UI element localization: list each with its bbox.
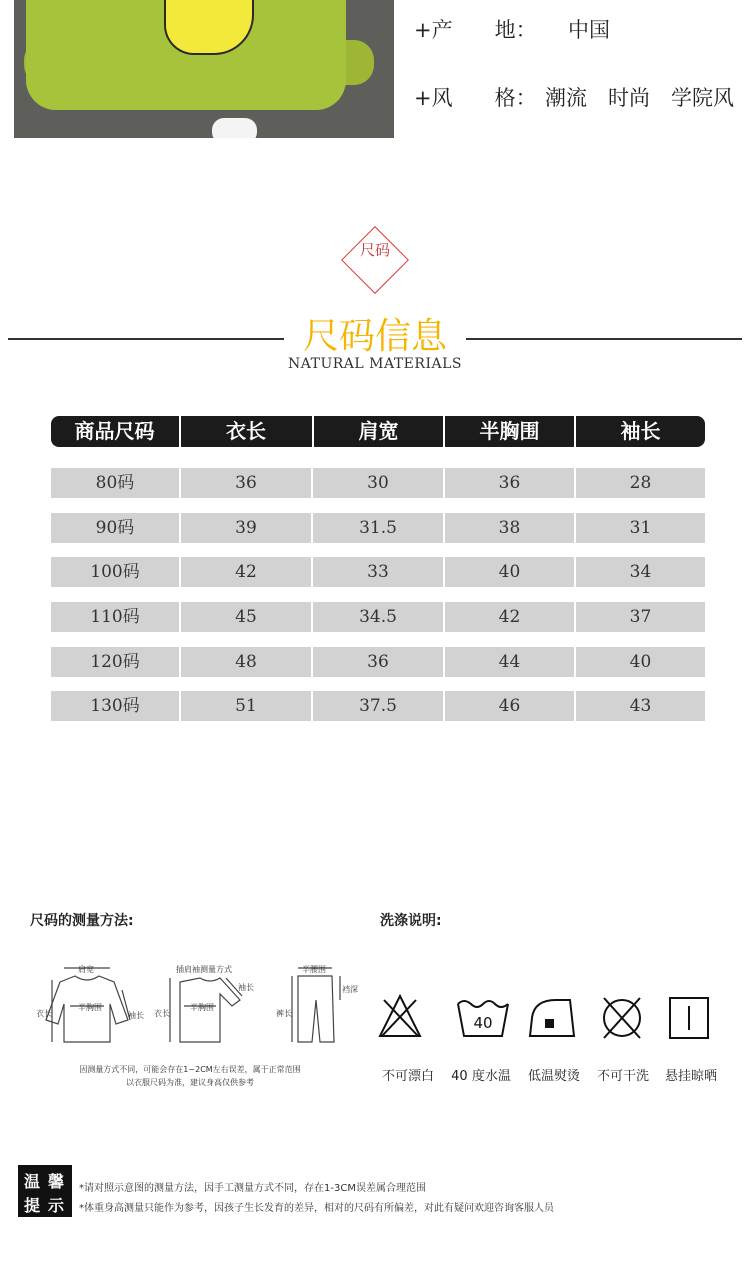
table-row — [51, 691, 705, 721]
cell-chest: 36 — [445, 468, 574, 498]
cell-sleeve: 43 — [576, 691, 705, 721]
cell-length: 36 — [181, 468, 311, 498]
attr-origin-label: +产 地： — [414, 18, 537, 42]
attr-style-label: +风 格： — [414, 86, 537, 110]
cell-chest: 44 — [445, 647, 574, 677]
size-badge-diamond — [341, 226, 409, 294]
cell-length: 39 — [181, 513, 311, 543]
cell-size: 90码 — [51, 513, 179, 543]
no-tumble-dry-icon — [604, 998, 640, 1038]
cell-shoulder: 33 — [313, 557, 443, 587]
header-shoulder: 肩宽 — [358, 419, 399, 443]
section-subtitle: NATURAL MATERIALS — [288, 356, 462, 372]
wash-label-no-bleach: 不可漂白 — [381, 1069, 434, 1084]
measure-note-1: 因测量方式不同，可能会存在1~2CM左右误差，属于正常范围 — [79, 1065, 301, 1074]
white-shoe — [212, 118, 257, 138]
cell-size: 100码 — [51, 557, 179, 587]
cell-shoulder: 36 — [313, 647, 443, 677]
table-row — [51, 557, 705, 587]
hang-dry-icon — [670, 998, 708, 1038]
cell-chest: 46 — [445, 691, 574, 721]
table-row — [51, 513, 705, 543]
label-sleeve: 袖长 — [128, 1011, 144, 1020]
pants-outline-icon — [298, 976, 334, 1042]
label-length2: 衣长 — [154, 1009, 170, 1018]
label-chest: 半胸围 — [78, 1003, 102, 1012]
washing-icons — [378, 990, 724, 1050]
cell-chest: 40 — [445, 557, 574, 587]
label-shoulder: 肩宽 — [78, 965, 94, 974]
measure-heading: 尺码的测量方法: — [30, 913, 134, 929]
header-chest: 半胸围 — [479, 419, 540, 443]
label-waist: 半腰围 — [302, 965, 326, 974]
cell-sleeve: 40 — [576, 647, 705, 677]
label-crotch: 裆深 — [342, 985, 358, 994]
cell-size: 120码 — [51, 647, 179, 677]
wash-label-hang-dry: 悬挂晾晒 — [664, 1069, 717, 1084]
size-badge-text: 尺码 — [359, 241, 390, 259]
measure-note-2: 以衣服尺码为准，建议身高仅供参考 — [126, 1078, 254, 1087]
label-chest2: 半胸围 — [190, 1003, 214, 1012]
wash-label-no-dry-clean: 不可干洗 — [596, 1069, 649, 1084]
cell-size: 130码 — [51, 691, 179, 721]
cell-shoulder: 37.5 — [313, 691, 443, 721]
cell-shoulder: 34.5 — [313, 602, 443, 632]
cell-sleeve: 34 — [576, 557, 705, 587]
attr-origin-value: 中国 — [568, 18, 610, 42]
reminder-line-1: *请对照示意图的测量方法，因手工测量方式不同，存在1-3CM误差属合理范围 — [79, 1183, 426, 1194]
cell-sleeve: 28 — [576, 468, 705, 498]
header-length: 衣长 — [226, 419, 266, 443]
reminder-badge — [18, 1165, 72, 1217]
reminder-badge-char: 提 — [24, 1196, 41, 1215]
cell-chest: 38 — [445, 513, 574, 543]
cell-length: 42 — [181, 557, 311, 587]
cell-sleeve: 37 — [576, 602, 705, 632]
label-pants-length: 裤长 — [276, 1009, 292, 1018]
attr-style-value: 潮流 时尚 学院风 — [545, 86, 734, 110]
divider-right — [466, 338, 742, 340]
cell-shoulder: 31.5 — [313, 513, 443, 543]
low-iron-icon — [530, 1000, 574, 1036]
cell-size: 80码 — [51, 468, 179, 498]
size-table-header — [51, 416, 705, 447]
cell-size: 110码 — [51, 602, 179, 632]
cell-shoulder: 30 — [313, 468, 443, 498]
cell-length: 51 — [181, 691, 311, 721]
cell-sleeve: 31 — [576, 513, 705, 543]
section-title: 尺码信息 — [302, 316, 447, 357]
wash-label-40: 40 度水温 — [451, 1069, 511, 1084]
reminder-badge-char: 温 — [24, 1172, 41, 1191]
cell-chest: 42 — [445, 602, 574, 632]
header-sleeve: 袖长 — [620, 419, 661, 443]
label-sleeve2: 袖长 — [238, 983, 254, 992]
cell-length: 45 — [181, 602, 311, 632]
product-photo — [14, 0, 394, 138]
table-row — [51, 602, 705, 632]
wash-label-iron: 低温熨烫 — [527, 1069, 580, 1084]
reminder-badge-char: 示 — [48, 1196, 65, 1215]
header-size: 商品尺码 — [74, 419, 155, 443]
reminder-line-2: *体重身高测量只能作为参考，因孩子生长发育的差异，相对的尺码有所偏差，对此有疑问欢迎咨询客服人员 — [79, 1203, 554, 1214]
washing-heading: 洗涤说明: — [380, 913, 442, 929]
table-row — [51, 647, 705, 677]
table-row — [51, 468, 705, 498]
cell-length: 48 — [181, 647, 311, 677]
divider-left — [8, 338, 284, 340]
no-bleach-icon — [380, 996, 420, 1036]
label-raglan: 插肩袖测量方式 — [176, 965, 232, 974]
wash-temp-number: 40 — [473, 1014, 493, 1032]
label-length: 衣长 — [36, 1009, 52, 1018]
reminder-badge-char: 馨 — [48, 1172, 65, 1191]
measurement-diagram — [30, 960, 370, 1060]
